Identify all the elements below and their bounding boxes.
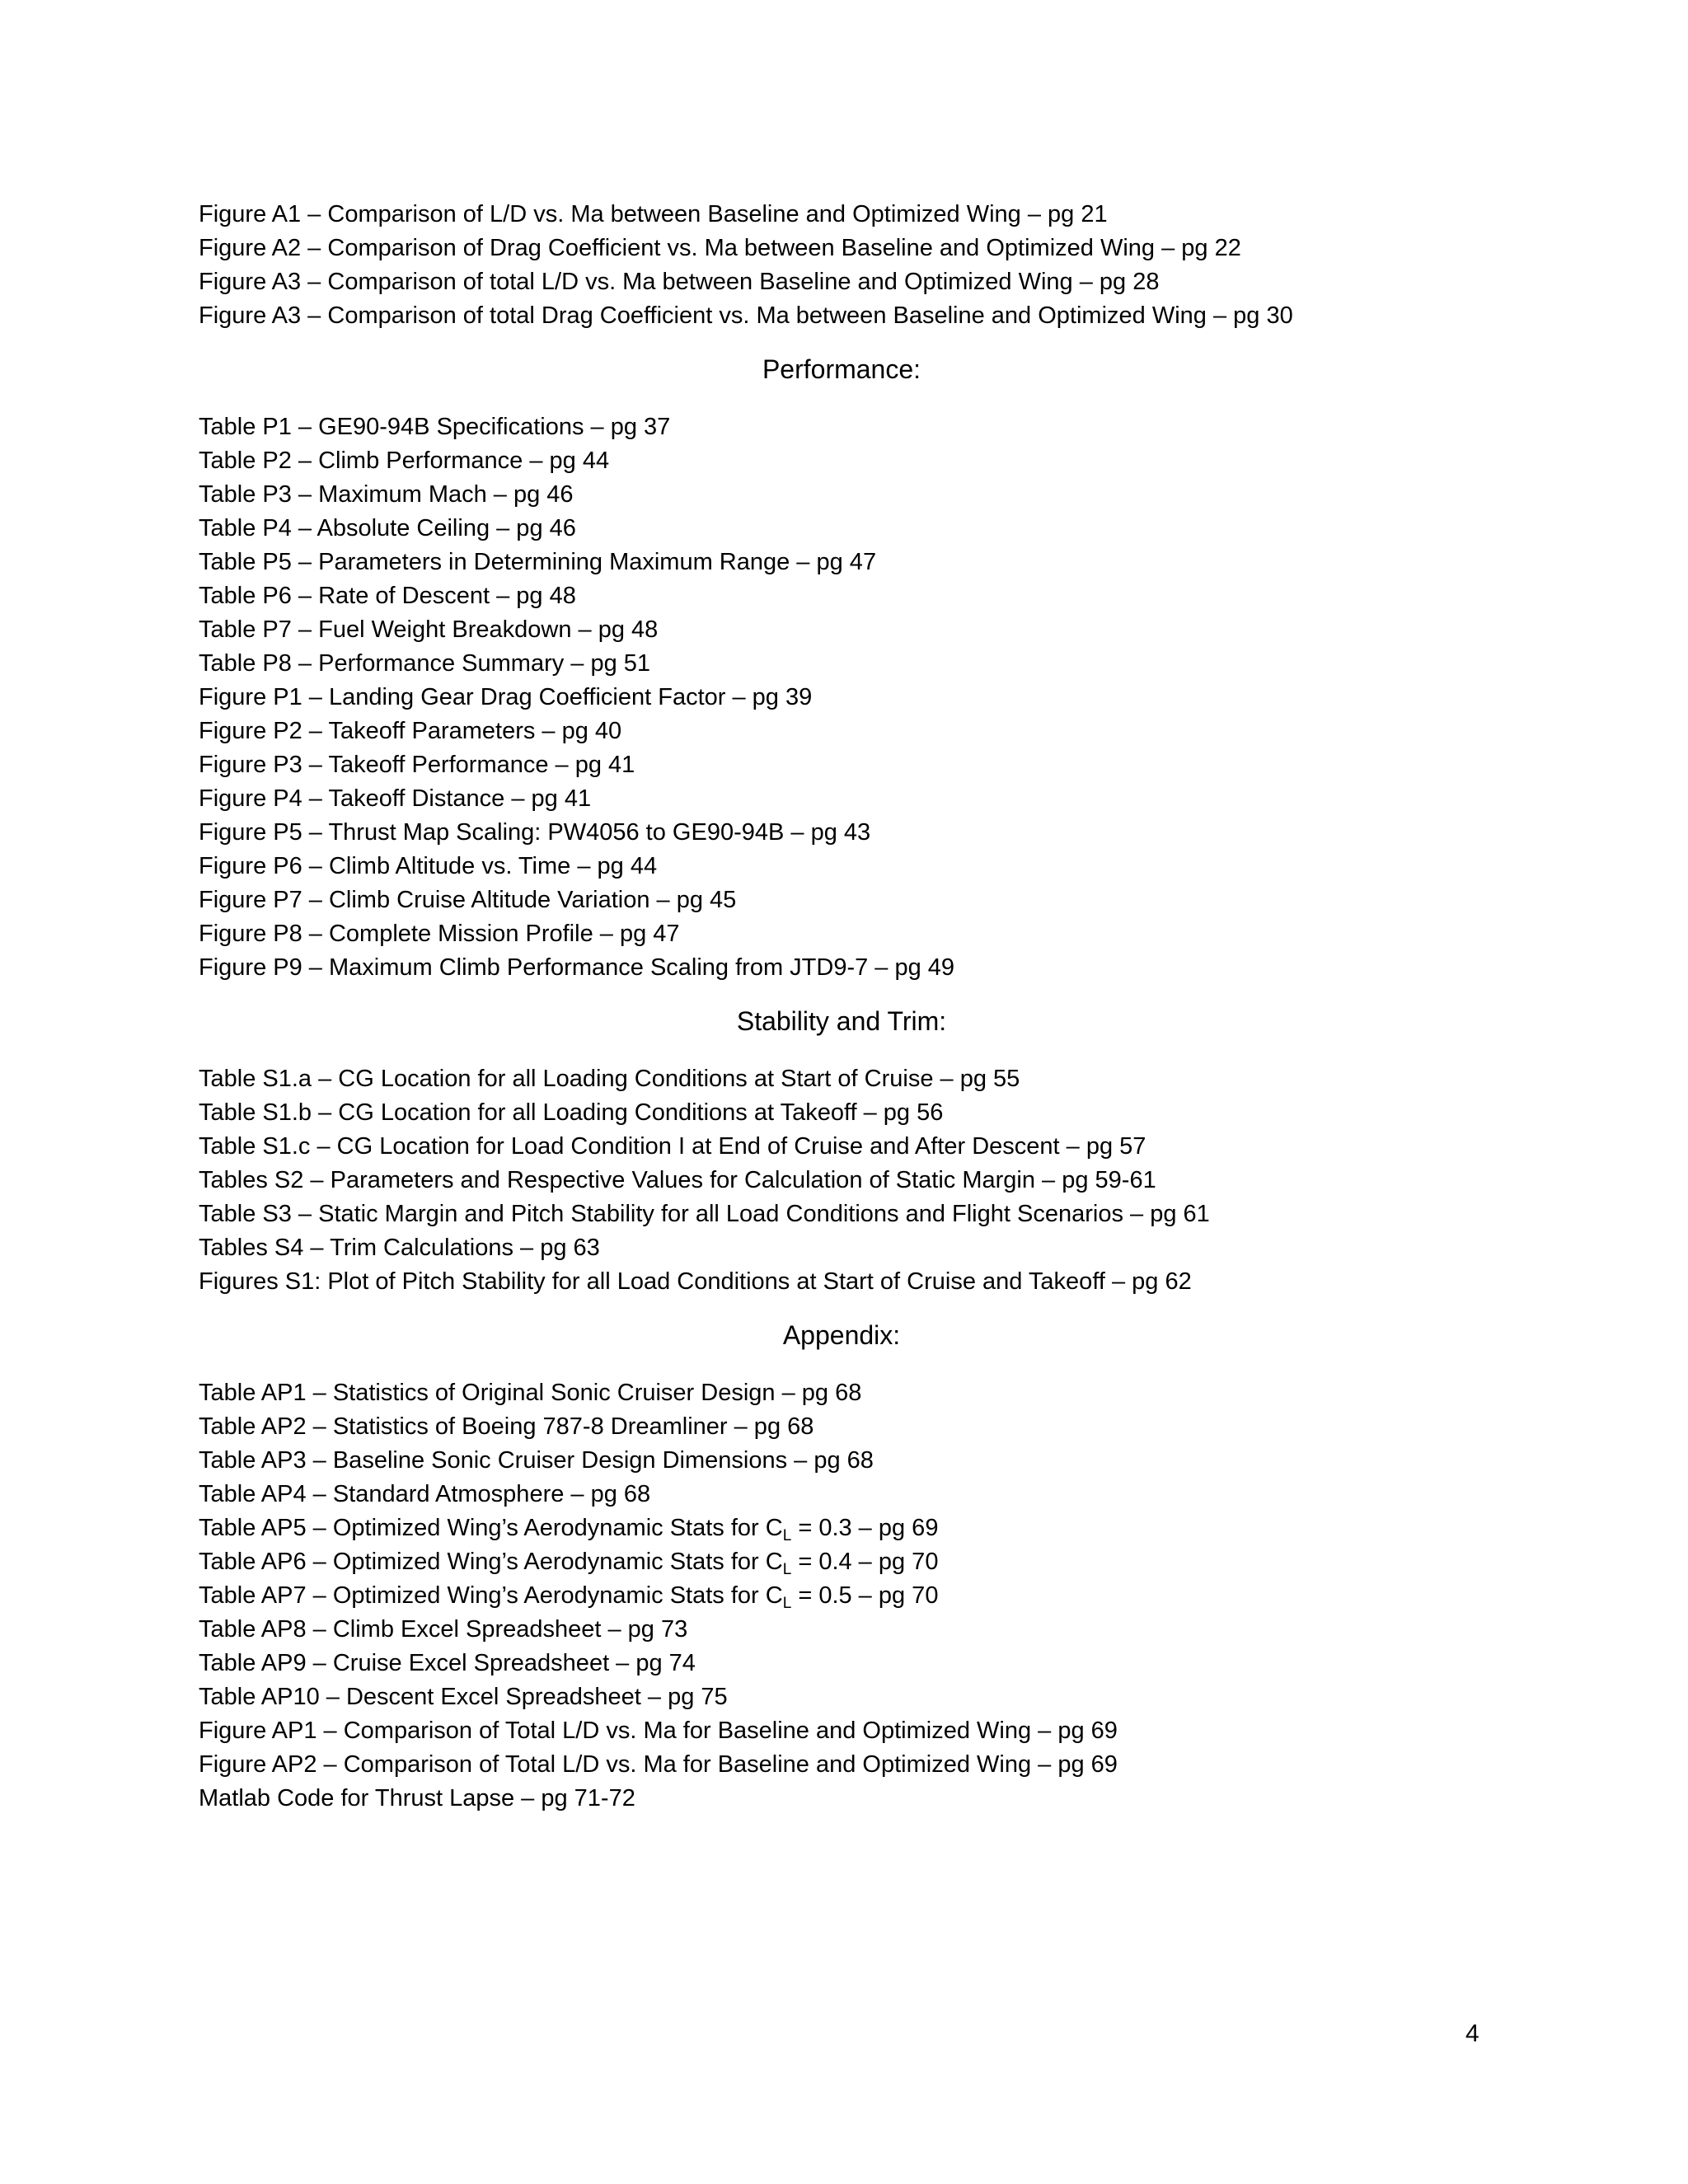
section-heading-performance: Performance: xyxy=(762,354,921,384)
list-item: Table P4 – Absolute Ceiling – pg 46 xyxy=(199,515,576,541)
list-item: Table AP4 – Standard Atmosphere – pg 68 xyxy=(199,1481,651,1507)
stability-list xyxy=(199,1062,1484,1299)
list-item: Table P3 – Maximum Mach – pg 46 xyxy=(199,481,574,508)
appendix-list xyxy=(199,1376,1484,1816)
item-text: Table AP7 – Optimized Wing’s Aerodynamic Stats for C xyxy=(199,1582,783,1609)
list-item: Matlab Code for Thrust Lapse – pg 71-72 xyxy=(199,1785,635,1811)
list-item: Figure P8 – Complete Mission Profile – pg 47 xyxy=(199,921,680,947)
list-item: Figure P2 – Takeoff Parameters – pg 40 xyxy=(199,718,622,744)
aero-figure-list xyxy=(199,198,1484,333)
item-text: = 0.5 – pg 70 xyxy=(791,1582,939,1609)
list-of-figures-and-tables xyxy=(199,198,1484,1816)
subscript: L xyxy=(782,1527,792,1544)
list-item: Tables S2 – Parameters and Respective Values for Calculation of Static Margin – pg 59-61 xyxy=(199,1167,1156,1193)
section-heading-stability: Stability and Trim: xyxy=(736,1006,947,1036)
list-item: Figure P3 – Takeoff Performance – pg 41 xyxy=(199,752,635,778)
list-item: Table P6 – Rate of Descent – pg 48 xyxy=(199,583,576,609)
list-item: Table AP8 – Climb Excel Spreadsheet – pg 73 xyxy=(199,1616,688,1643)
item-text: Table AP6 – Optimized Wing’s Aerodynamic Stats for C xyxy=(199,1549,783,1575)
list-item: Table P2 – Climb Performance – pg 44 xyxy=(199,448,610,474)
list-item: Figure P9 – Maximum Climb Performance Scaling from JTD9-7 – pg 49 xyxy=(199,954,955,981)
list-item: Table S1.b – CG Location for all Loading Conditions at Takeoff – pg 56 xyxy=(199,1099,944,1126)
list-item: Figure AP2 – Comparison of Total L/D vs. Ma for Baseline and Optimized Wing – pg 69 xyxy=(199,1751,1118,1778)
section-heading-appendix: Appendix: xyxy=(782,1320,901,1350)
list-item: Tables S4 – Trim Calculations – pg 63 xyxy=(199,1235,600,1261)
item-text: = 0.4 – pg 70 xyxy=(791,1549,939,1575)
list-item: Table P8 – Performance Summary – pg 51 xyxy=(199,650,651,677)
item-text: = 0.3 – pg 69 xyxy=(791,1515,939,1541)
list-item xyxy=(199,1545,1484,1579)
list-item: Table S3 – Static Margin and Pitch Stability for all Load Conditions and Flight Scenarios – pg 61 xyxy=(199,1201,1210,1227)
list-item: Figure A3 – Comparison of total Drag Coefficient vs. Ma between Baseline and Optimized Wing – pg 30 xyxy=(199,302,1293,329)
list-item: Table P1 – GE90-94B Specifications – pg 37 xyxy=(199,414,671,440)
list-item: Table S1.c – CG Location for Load Condition I at End of Cruise and After Descent – pg 57 xyxy=(199,1133,1146,1160)
list-item: Table AP10 – Descent Excel Spreadsheet – pg 75 xyxy=(199,1684,728,1710)
list-item xyxy=(199,1511,1484,1545)
list-item: Figure A1 – Comparison of L/D vs. Ma between Baseline and Optimized Wing – pg 21 xyxy=(199,201,1108,227)
item-text: Table AP5 – Optimized Wing’s Aerodynamic Stats for C xyxy=(199,1515,783,1541)
list-item: Figures S1: Plot of Pitch Stability for all Load Conditions at Start of Cruise and Takeoff – pg 62 xyxy=(199,1268,1192,1295)
subscript: L xyxy=(782,1561,792,1578)
subscript: L xyxy=(782,1595,792,1612)
list-item: Figure A3 – Comparison of total L/D vs. Ma between Baseline and Optimized Wing – pg 28 xyxy=(199,269,1160,295)
list-item: Table AP1 – Statistics of Original Sonic Cruiser Design – pg 68 xyxy=(199,1380,862,1406)
list-item: Figure P1 – Landing Gear Drag Coefficient Factor – pg 39 xyxy=(199,684,813,710)
list-item: Table AP9 – Cruise Excel Spreadsheet – pg 74 xyxy=(199,1650,696,1676)
list-item: Figure A2 – Comparison of Drag Coefficient vs. Ma between Baseline and Optimized Wing – pg 22 xyxy=(199,235,1241,261)
list-item: Figure P4 – Takeoff Distance – pg 41 xyxy=(199,785,592,812)
list-item: Figure P6 – Climb Altitude vs. Time – pg 44 xyxy=(199,853,658,879)
list-item: Table P7 – Fuel Weight Breakdown – pg 48 xyxy=(199,616,659,643)
list-item: Table AP2 – Statistics of Boeing 787-8 Dreamliner – pg 68 xyxy=(199,1413,814,1440)
list-item: Figure P7 – Climb Cruise Altitude Variation – pg 45 xyxy=(199,887,737,913)
list-item: Table S1.a – CG Location for all Loading Conditions at Start of Cruise – pg 55 xyxy=(199,1066,1020,1092)
page-number: 4 xyxy=(1465,2020,1479,2047)
list-item: Table AP3 – Baseline Sonic Cruiser Design Dimensions – pg 68 xyxy=(199,1447,874,1474)
list-item: Table P5 – Parameters in Determining Maximum Range – pg 47 xyxy=(199,549,877,575)
list-item xyxy=(199,1579,1484,1613)
performance-list xyxy=(199,410,1484,985)
list-item: Figure P5 – Thrust Map Scaling: PW4056 to GE90-94B – pg 43 xyxy=(199,819,871,846)
list-item: Figure AP1 – Comparison of Total L/D vs. Ma for Baseline and Optimized Wing – pg 69 xyxy=(199,1718,1118,1744)
